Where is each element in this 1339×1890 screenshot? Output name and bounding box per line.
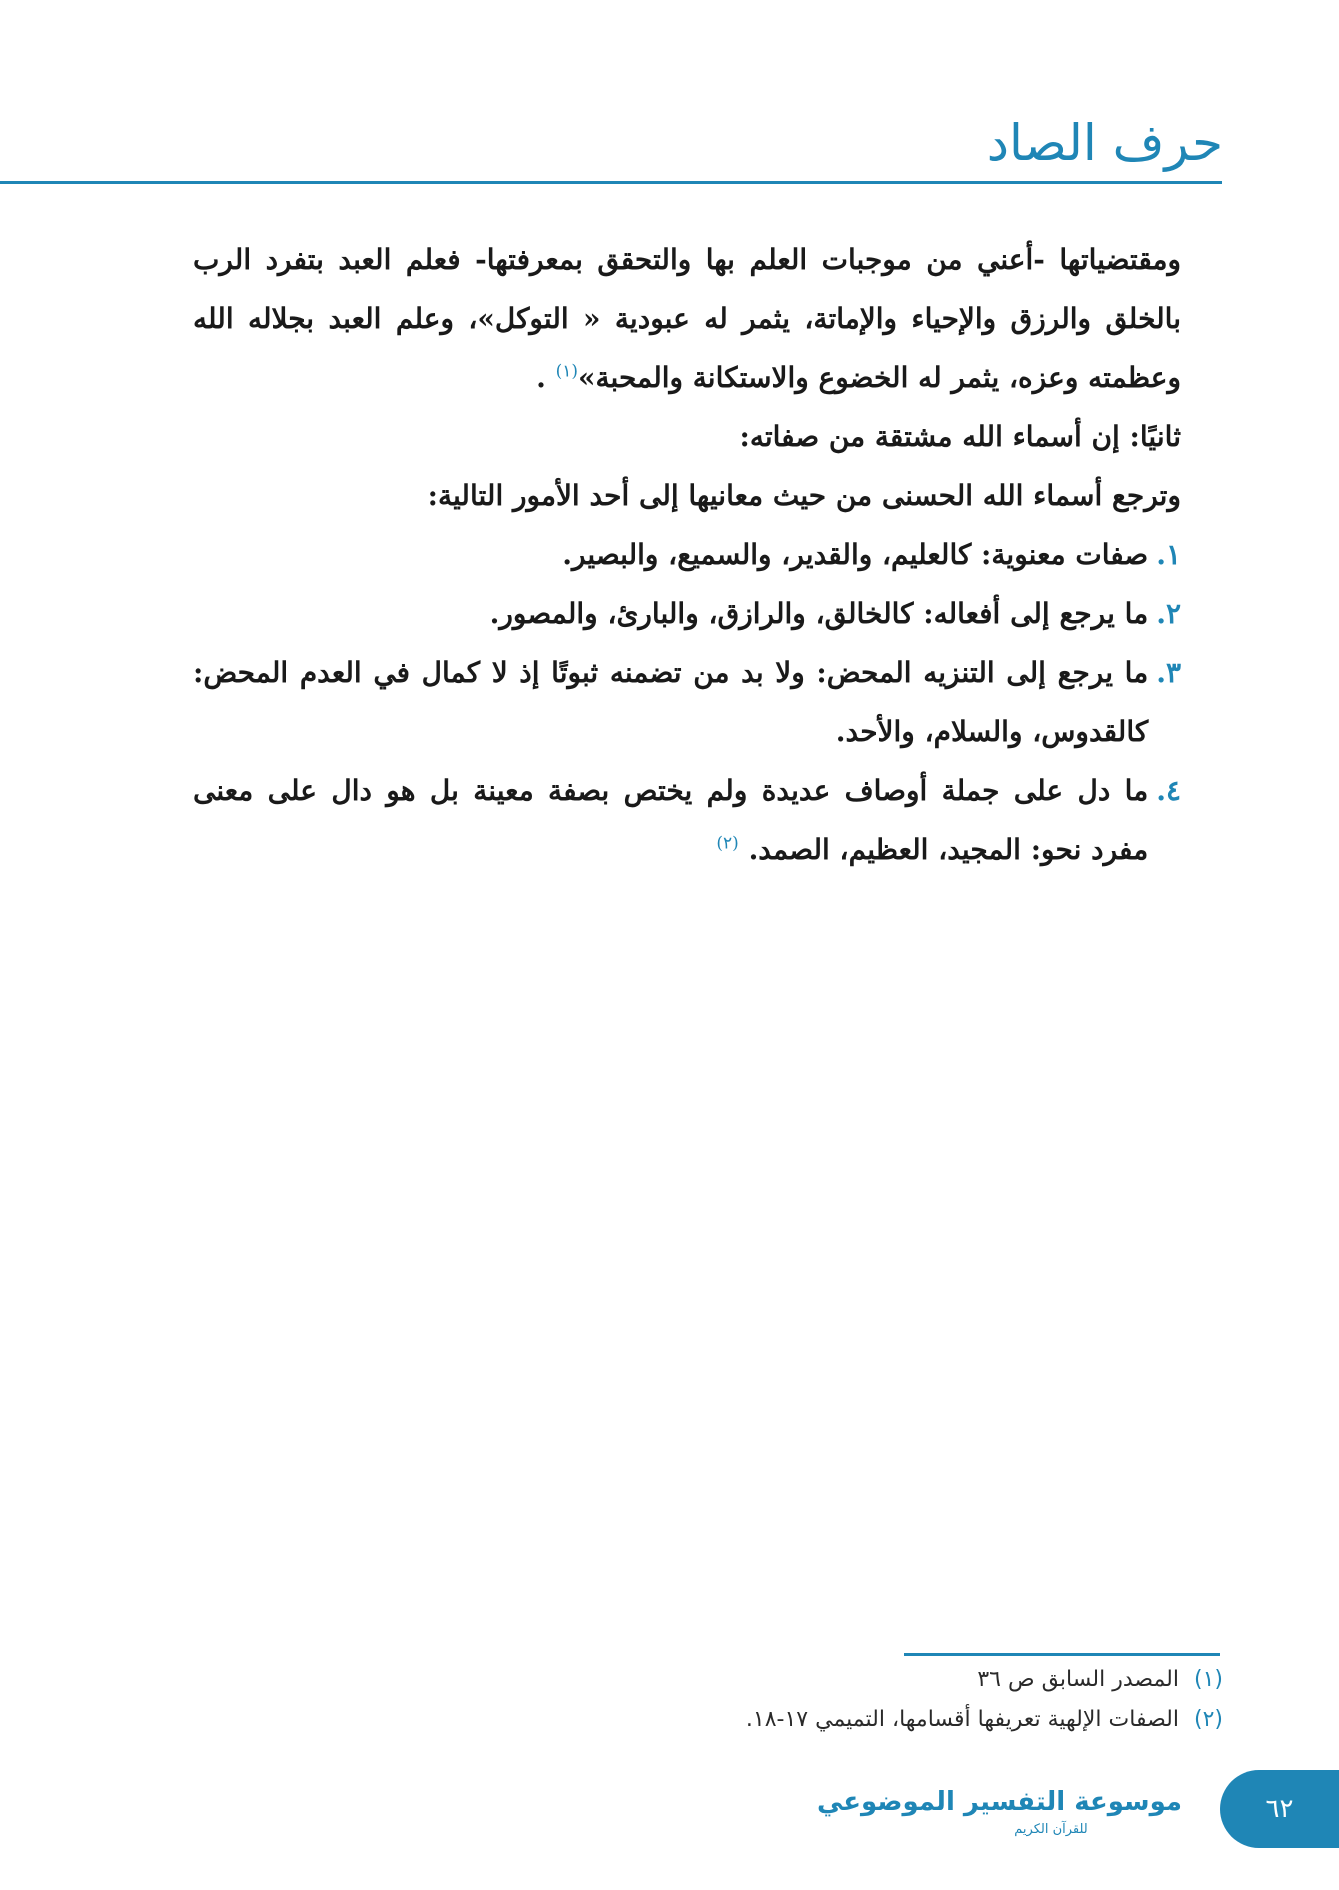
footnote-text: الصفات الإلهية تعريفها أقسامها، التميمي ١٧-١٨. bbox=[745, 1707, 1179, 1732]
list-text: صفات معنوية: كالعليم، والقدير، والسميع، والبصير. bbox=[562, 538, 1149, 571]
paragraph bbox=[193, 230, 1181, 407]
footnote-rule bbox=[904, 1653, 1220, 1656]
list-number: ١. bbox=[1156, 538, 1181, 571]
intro-text: وترجع أسماء الله الحسنى من حيث معانيها إلى أحد الأمور التالية: bbox=[427, 479, 1181, 512]
paragraph-text: ومقتضياتها -أعني من موجبات العلم بها والتحقق بمعرفتها- فعلم العبد بتفرد الرب بالخلق والرزق والإحياء والإماتة، يثمر له عبودية « التوكل»، وعلم العبد بجلاله الله وعظمته وعزه، يثمر له الخضوع والاستكانة والمحبة» bbox=[193, 243, 1181, 394]
list-item bbox=[193, 525, 1181, 584]
list-text: ما يرجع إلى أفعاله: كالخالق، والرازق، والبارئ، والمصور. bbox=[489, 597, 1149, 630]
footnote bbox=[523, 1700, 1223, 1740]
footnote bbox=[523, 1660, 1223, 1700]
list-number: ٤. bbox=[1156, 774, 1181, 807]
footnotes bbox=[523, 1660, 1223, 1740]
paragraph-end: . bbox=[536, 361, 546, 394]
footnote-text: المصدر السابق ص ٣٦ bbox=[977, 1667, 1179, 1692]
list-number: ٢. bbox=[1156, 597, 1181, 630]
logo-title: موسوعة التفسير الموضوعي bbox=[816, 1787, 1182, 1817]
footnote-ref[interactable]: (١) bbox=[555, 361, 578, 382]
header-rule bbox=[0, 181, 1222, 184]
page-number: ٦٢ bbox=[1220, 1770, 1339, 1848]
list-text bbox=[193, 761, 1148, 879]
list-item bbox=[193, 761, 1181, 879]
footnote-number: (١) bbox=[1193, 1667, 1223, 1692]
main-text bbox=[193, 230, 1181, 879]
footnote-ref[interactable]: (٢) bbox=[716, 833, 739, 854]
list-item bbox=[193, 584, 1181, 643]
footnote-number: (٢) bbox=[1193, 1707, 1223, 1732]
list-item bbox=[193, 643, 1181, 761]
chapter-title: حرف الصاد bbox=[986, 114, 1223, 172]
list-text-content: ما دل على جملة أوصاف عديدة ولم يختص بصفة معينة بل هو دال على معنى مفرد نحو: المجيد، العظيم، الصمد. bbox=[193, 774, 1149, 866]
list-text: ما يرجع إلى التنزيه المحض: ولا بد من تضمنه ثبوتًا إذ لا كمال في العدم المحض: كالقدوس، والسلام، والأحد. bbox=[193, 656, 1149, 748]
logo-subtitle: للقرآن الكريم bbox=[1014, 1822, 1088, 1837]
section-heading: ثانيًا: إن أسماء الله مشتقة من صفاته: bbox=[739, 420, 1181, 453]
list-number: ٣. bbox=[1156, 656, 1181, 689]
encyclopedia-logo bbox=[816, 1782, 1182, 1860]
